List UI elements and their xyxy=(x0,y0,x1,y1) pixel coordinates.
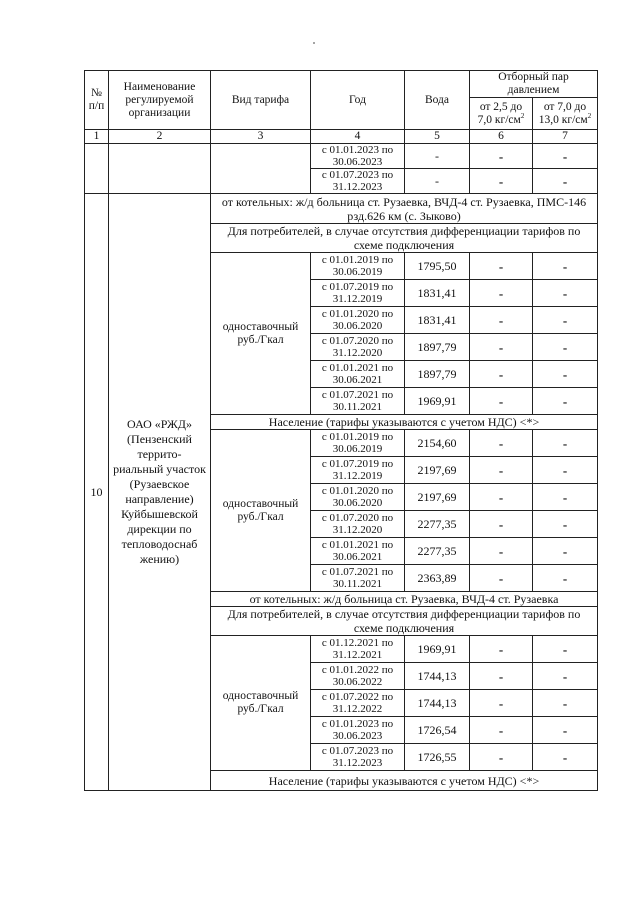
water-value: 1744,13 xyxy=(405,663,470,690)
steam-low-value: - xyxy=(470,253,533,280)
steam-high-value: - xyxy=(533,663,598,690)
tariff-type: одноставочный руб./Гкал xyxy=(211,253,311,415)
water-value: 1831,41 xyxy=(405,280,470,307)
steam-low-value: - xyxy=(470,307,533,334)
header-tariff-type: Вид тарифа xyxy=(211,71,311,130)
steam-high-value: - xyxy=(533,744,598,771)
population-note: Население (тарифы указываются с учетом НДС) <*> xyxy=(211,415,598,430)
steam-low-value: - xyxy=(470,484,533,511)
source-row xyxy=(85,194,598,224)
tariff-type: одноставочный руб./Гкал xyxy=(211,430,311,592)
steam-high-value: - xyxy=(533,511,598,538)
tariff-table xyxy=(84,70,598,791)
steam-low-value: - xyxy=(470,388,533,415)
period-cell: с 01.01.2021 по 30.06.2021 xyxy=(311,538,405,565)
steam-high-value: - xyxy=(533,307,598,334)
period-cell: с 01.07.2022 по 31.12.2022 xyxy=(311,690,405,717)
continuation-row xyxy=(85,144,598,169)
steam-high-value: - xyxy=(533,565,598,592)
steam-low-value: - xyxy=(470,717,533,744)
steam-low-value: - xyxy=(470,690,533,717)
steam-low-value: - xyxy=(470,663,533,690)
water-value: - xyxy=(405,144,470,169)
steam-high-value: - xyxy=(533,484,598,511)
steam-low-value: - xyxy=(470,280,533,307)
period-cell: с 01.01.2020 по 30.06.2020 xyxy=(311,484,405,511)
steam-low-value: - xyxy=(470,511,533,538)
steam-low-value: - xyxy=(470,430,533,457)
period-cell: с 01.01.2023 по 30.06.2023 xyxy=(311,717,405,744)
steam-high-value: - xyxy=(533,253,598,280)
org-cell-empty xyxy=(109,144,211,194)
source-note: от котельных: ж/д больница ст. Рузаевка, ВЧД-4 ст. Рузаевка, ПМС-146 рзд.626 км (с. Зыково) xyxy=(211,194,598,224)
water-value: 2363,89 xyxy=(405,565,470,592)
steam-high-value: - xyxy=(533,388,598,415)
period-cell: с 01.01.2019 по 30.06.2019 xyxy=(311,430,405,457)
period-cell: с 01.01.2021 по 30.06.2021 xyxy=(311,361,405,388)
water-value: 2277,35 xyxy=(405,538,470,565)
period-cell: с 01.01.2023 по 30.06.2023 xyxy=(311,144,405,169)
entry-number: 10 xyxy=(85,194,109,791)
scan-speck xyxy=(313,42,315,44)
water-value: 1726,54 xyxy=(405,717,470,744)
tariff-table-body xyxy=(85,71,598,791)
column-number: 6 xyxy=(470,130,533,144)
consumers-note: Для потребителей, в случае отсутствия дифференциации тарифов по схеме подключения xyxy=(211,607,598,636)
steam-high-value: - xyxy=(533,144,598,169)
water-value: - xyxy=(405,169,470,194)
header-steam-high: от 7,0 до 13,0 $кг/см^2$ xyxy=(533,98,598,130)
steam-high-value: - xyxy=(533,690,598,717)
steam-low-value: - xyxy=(470,636,533,663)
steam-low-value: - xyxy=(470,169,533,194)
source-note: от котельных: ж/д больница ст. Рузаевка, ВЧД-4 ст. Рузаевка xyxy=(211,592,598,607)
header-organization: Наименование регулируемой организации xyxy=(109,71,211,130)
water-value: 1897,79 xyxy=(405,334,470,361)
water-value: 1897,79 xyxy=(405,361,470,388)
steam-high-value: - xyxy=(533,361,598,388)
steam-high-value: - xyxy=(533,169,598,194)
steam-low-value: - xyxy=(470,457,533,484)
water-value: 2197,69 xyxy=(405,484,470,511)
column-number: 3 xyxy=(211,130,311,144)
water-value: 1969,91 xyxy=(405,388,470,415)
steam-low-value: - xyxy=(470,361,533,388)
water-value: 2154,60 xyxy=(405,430,470,457)
steam-high-value: - xyxy=(533,457,598,484)
period-cell: с 01.01.2022 по 30.06.2022 xyxy=(311,663,405,690)
period-cell: с 01.12.2021 по 31.12.2021 xyxy=(311,636,405,663)
period-cell: с 01.07.2021 по 30.11.2021 xyxy=(311,388,405,415)
period-cell: с 01.07.2021 по 30.11.2021 xyxy=(311,565,405,592)
period-cell: с 01.07.2019 по 31.12.2019 xyxy=(311,280,405,307)
water-value: 2277,35 xyxy=(405,511,470,538)
steam-high-value: - xyxy=(533,538,598,565)
column-number-row xyxy=(85,130,598,144)
period-cell: с 01.07.2023 по 31.12.2023 xyxy=(311,169,405,194)
water-value: 1969,91 xyxy=(405,636,470,663)
steam-high-value: - xyxy=(533,636,598,663)
period-cell: с 01.07.2020 по 31.12.2020 xyxy=(311,511,405,538)
column-number: 7 xyxy=(533,130,598,144)
steam-high-value: - xyxy=(533,717,598,744)
population-note: Население (тарифы указываются с учетом НДС) <*> xyxy=(211,771,598,791)
water-value: 1831,41 xyxy=(405,307,470,334)
period-cell: с 01.07.2023 по 31.12.2023 xyxy=(311,744,405,771)
water-value: 1744,13 xyxy=(405,690,470,717)
organization-name: ОАО «РЖД» (Пензенский террито- риальный участок (Рузаевское направление) Куйбышевской дирекции по тепловодоснаб жению) xyxy=(109,194,211,791)
water-value: 1726,55 xyxy=(405,744,470,771)
consumers-note: Для потребителей, в случае отсутствия дифференциации тарифов по схеме подключения xyxy=(211,224,598,253)
period-cell: с 01.01.2019 по 30.06.2019 xyxy=(311,253,405,280)
header-number: № п/п xyxy=(85,71,109,130)
column-number: 5 xyxy=(405,130,470,144)
column-number: 2 xyxy=(109,130,211,144)
period-cell: с 01.01.2020 по 30.06.2020 xyxy=(311,307,405,334)
header-year: Год xyxy=(311,71,405,130)
steam-high-value: - xyxy=(533,280,598,307)
column-number: 4 xyxy=(311,130,405,144)
steam-high-value: - xyxy=(533,430,598,457)
steam-low-value: - xyxy=(470,144,533,169)
steam-high-value: - xyxy=(533,334,598,361)
header-water: Вода xyxy=(405,71,470,130)
period-cell: с 01.07.2020 по 31.12.2020 xyxy=(311,334,405,361)
header-row xyxy=(85,71,598,98)
header-steam: Отборный пар давлением xyxy=(470,71,598,98)
steam-low-value: - xyxy=(470,538,533,565)
tariff-cell-empty xyxy=(211,144,311,194)
period-cell: с 01.07.2019 по 31.12.2019 xyxy=(311,457,405,484)
number-cell-empty xyxy=(85,144,109,194)
steam-low-value: - xyxy=(470,744,533,771)
header-steam-low: от 2,5 до 7,0 $кг/см^2$ xyxy=(470,98,533,130)
water-value: 2197,69 xyxy=(405,457,470,484)
tariff-type: одноставочный руб./Гкал xyxy=(211,636,311,771)
water-value: 1795,50 xyxy=(405,253,470,280)
steam-low-value: - xyxy=(470,565,533,592)
column-number: 1 xyxy=(85,130,109,144)
steam-low-value: - xyxy=(470,334,533,361)
